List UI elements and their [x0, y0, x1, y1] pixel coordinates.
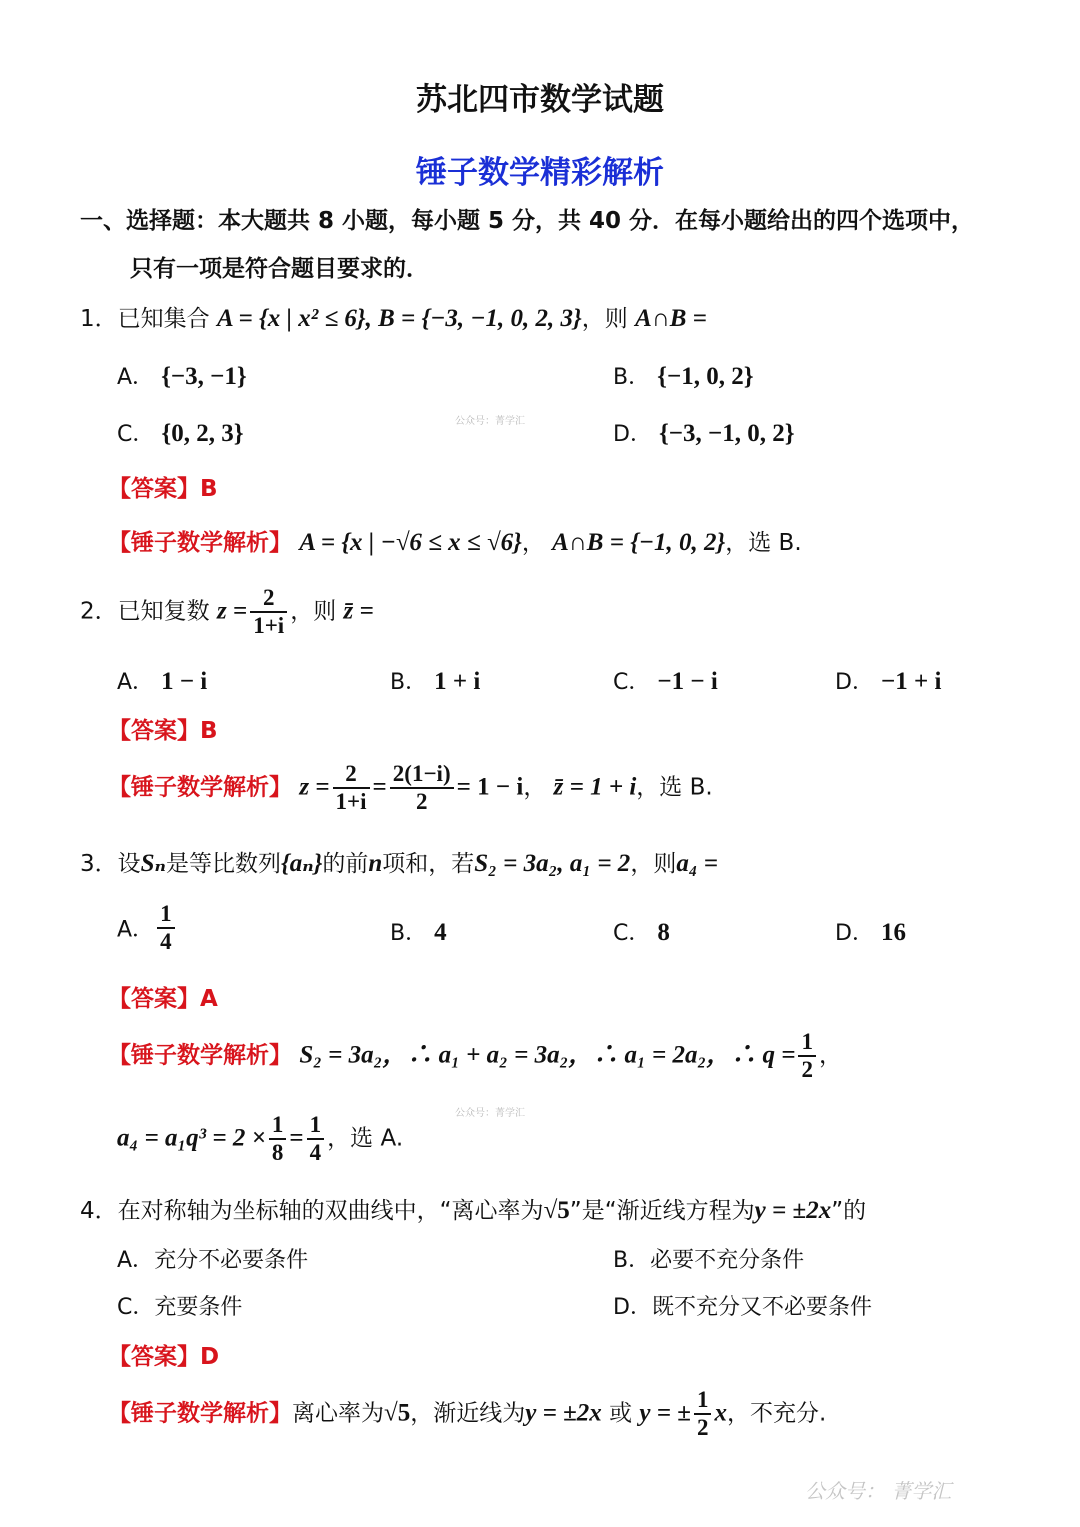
answer-1: 【答案】B: [108, 476, 218, 502]
analysis-4: 【锤子数学解析】离心率为√5，渐近线为y = ±2x 或 y = ± $\frac{1}{2}$ x，不充分.: [108, 1387, 827, 1441]
question-math: A = {x | x² ≤ 6}, B = {−3, −1, 0, 2, 3}: [216, 305, 582, 332]
option-a: A． $\frac{1}{4}$: [117, 902, 178, 954]
option-b: B． {−1, 0, 2}: [613, 363, 754, 390]
option-b: B． 4: [390, 919, 447, 946]
answer-2: 【答案】B: [108, 718, 218, 744]
option-c: C．充要条件: [117, 1295, 243, 1320]
option-c: C． 8: [613, 919, 670, 946]
question-2: 2．已知复数 z = $\frac{2}{1+i}$ ，则 z̄ =: [80, 585, 374, 639]
answer-3: 【答案】A: [108, 986, 218, 1012]
question-1: [80, 300, 707, 333]
watermark-small: 公众号：菁学汇: [455, 416, 525, 427]
option-a: A． 1 − i: [117, 668, 208, 695]
option-b: B．必要不充分条件: [613, 1248, 805, 1273]
question-text: 已知集合: [117, 306, 210, 332]
option-a: A．充分不必要条件: [117, 1248, 309, 1273]
analysis-2: 【锤子数学解析】 z = $\frac{2}{1+i}$ = $\frac{2(1-i)}{2}$ = 1 − i， z̄ = 1 + i，选 B.: [108, 761, 713, 815]
page-title: 苏北四市数学试题: [416, 82, 664, 118]
question-number: 1．: [80, 306, 118, 332]
question-4: 4．在对称轴为坐标轴的双曲线中，“离心率为√5”是“渐近线方程为y = ±2x”的: [80, 1197, 867, 1224]
watermark-small: 公众号：菁学汇: [455, 1108, 525, 1119]
option-b: B． 1 + i: [390, 668, 481, 695]
option-d: D． {−3, −1, 0, 2}: [613, 420, 795, 447]
section-heading-line2: 只有一项是符合题目要求的．: [130, 256, 429, 282]
option-c: C． {0, 2, 3}: [117, 420, 244, 447]
analysis-3: 【锤子数学解析】 S₂ = 3a₂，∴ a₁ + a₂ = 3a₂，∴ a₁ = 2a₂，∴ q = $\frac{1}{2}$ ，: [108, 1029, 842, 1083]
question-3: 3．设Sₙ是等比数列{aₙ}的前n项和，若S₂ = 3a₂, a₁ = 2，则a₄ =: [80, 850, 719, 877]
footer-watermark: 公众号： 菁学汇: [805, 1479, 952, 1503]
section-heading-line1: 一、选择题：本大题共 8 小题，每小题 5 分，共 40 分．在每小题给出的四个选项中，: [80, 208, 975, 234]
analysis-1: 【锤子数学解析】 A = {x | −√6 ≤ x ≤ √6}， A∩B = {−1, 0, 2}，选 B.: [108, 529, 802, 556]
option-c: C． −1 − i: [613, 668, 718, 695]
option-d: D． 16: [835, 919, 906, 946]
option-d: D．既不充分又不必要条件: [613, 1295, 872, 1320]
question-math: A∩B =: [635, 305, 707, 332]
analysis-3-cont: a₄ = a₁q³ = 2 × $\frac{1}{8}$ = $\frac{1}{4}$ ，选 A.: [117, 1112, 404, 1166]
option-a: A． {−3, −1}: [117, 363, 247, 390]
question-text: ，则: [581, 306, 628, 332]
answer-4: 【答案】D: [108, 1344, 220, 1370]
page-subtitle: 锤子数学精彩解析: [416, 155, 664, 191]
option-d: D． −1 + i: [835, 668, 942, 695]
